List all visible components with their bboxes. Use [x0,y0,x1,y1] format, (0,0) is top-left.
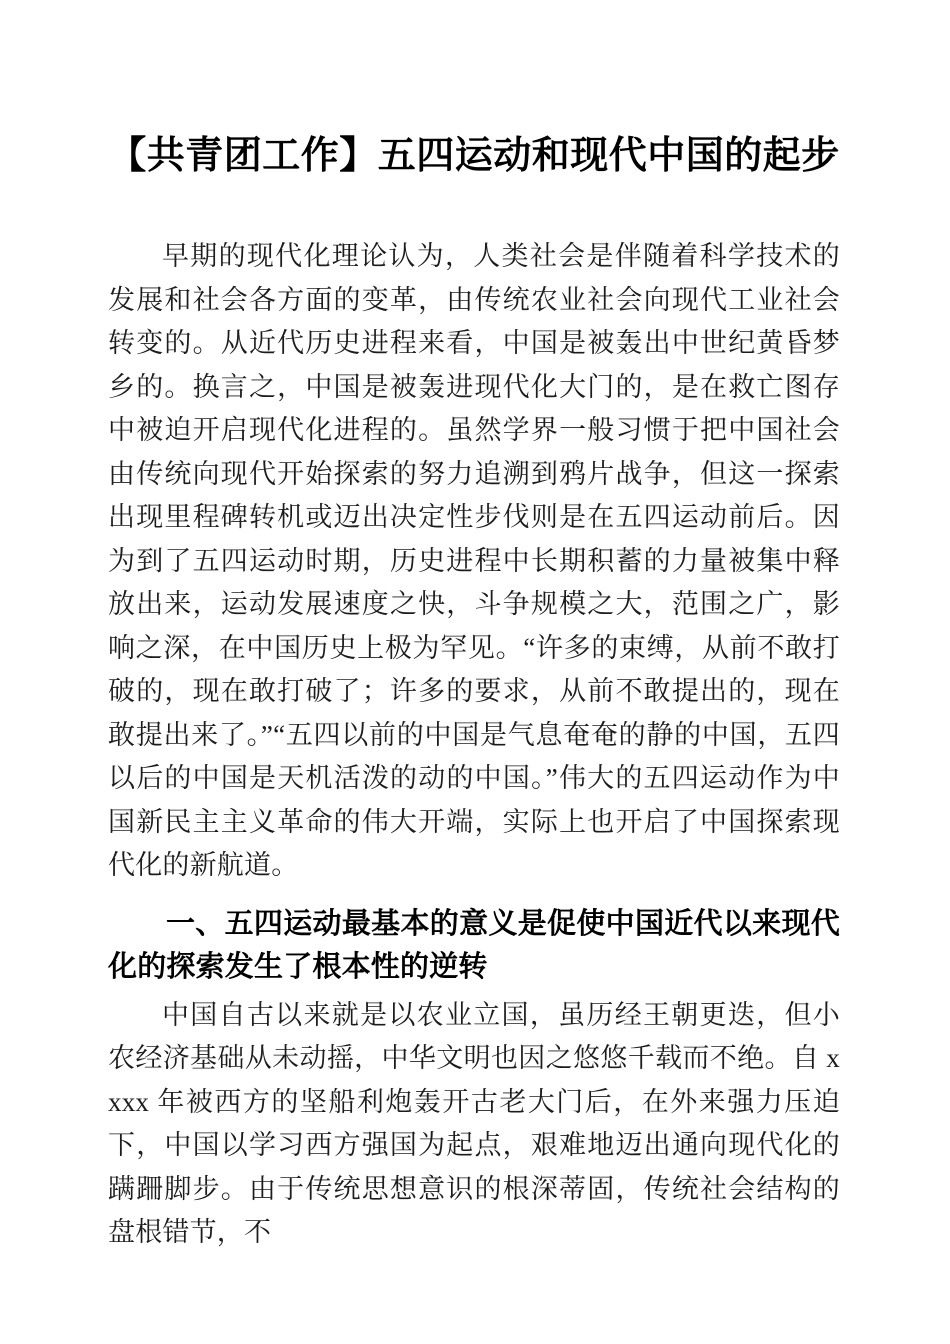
section-heading-1: 一、五四运动最基本的意义是促使中国近代以来现代化的探索发生了根本性的逆转 [108,907,840,983]
body-paragraph-1: 早期的现代化理论认为，人类社会是伴随着科学技术的发展和社会各方面的变革，由传统农业社会向现代工业社会转变的。从近代历史进程来看，中国是被轰出中世纪黄昏梦乡的。换言之，中国是被轰进现代化大门的，是在救亡图存中被迫开启现代化进程的。虽然学界一般习惯于把中国社会由传统向现代开始探索的努力追溯到鸦片战争，但这一探索出现里程碑转机或迈出决定性步伐则是在五四运动前后。因为到了五四运动时期，历史进程中长期积蓄的力量被集中释放出来，运动发展速度之快，斗争规模之大，范围之广，影响之深，在中国历史上极为罕见。“许多的束缚，从前不敢打破的，现在敢打破了；许多的要求，从前不敢提出的，现在敢提出来了。”“五四以前的中国是气息奄奄的静的中国，五四以后的中国是天机活泼的动的中国。”伟大的五四运动作为中国新民主主义革命的伟大开端，实际上也开启了中国探索现代化的新航道。 [108,241,840,880]
document-title: 【共青团工作】五四运动和现代中国的起步 [108,135,840,177]
body-paragraph-2: 中国自古以来就是以农业立国，虽历经王朝更迭，但小农经济基础从未动摇，中华文明也因之悠悠千载而不绝。自 xxxx 年被西方的坚船利炮轰开古老大门后，在外来强力压迫下，中国以学习西方强国为起点，艰难地迈出通向现代化的蹒跚脚步。由于传统思想意识的根深蒂固，传统社会结构的盘根错节，不 [108,999,840,1247]
